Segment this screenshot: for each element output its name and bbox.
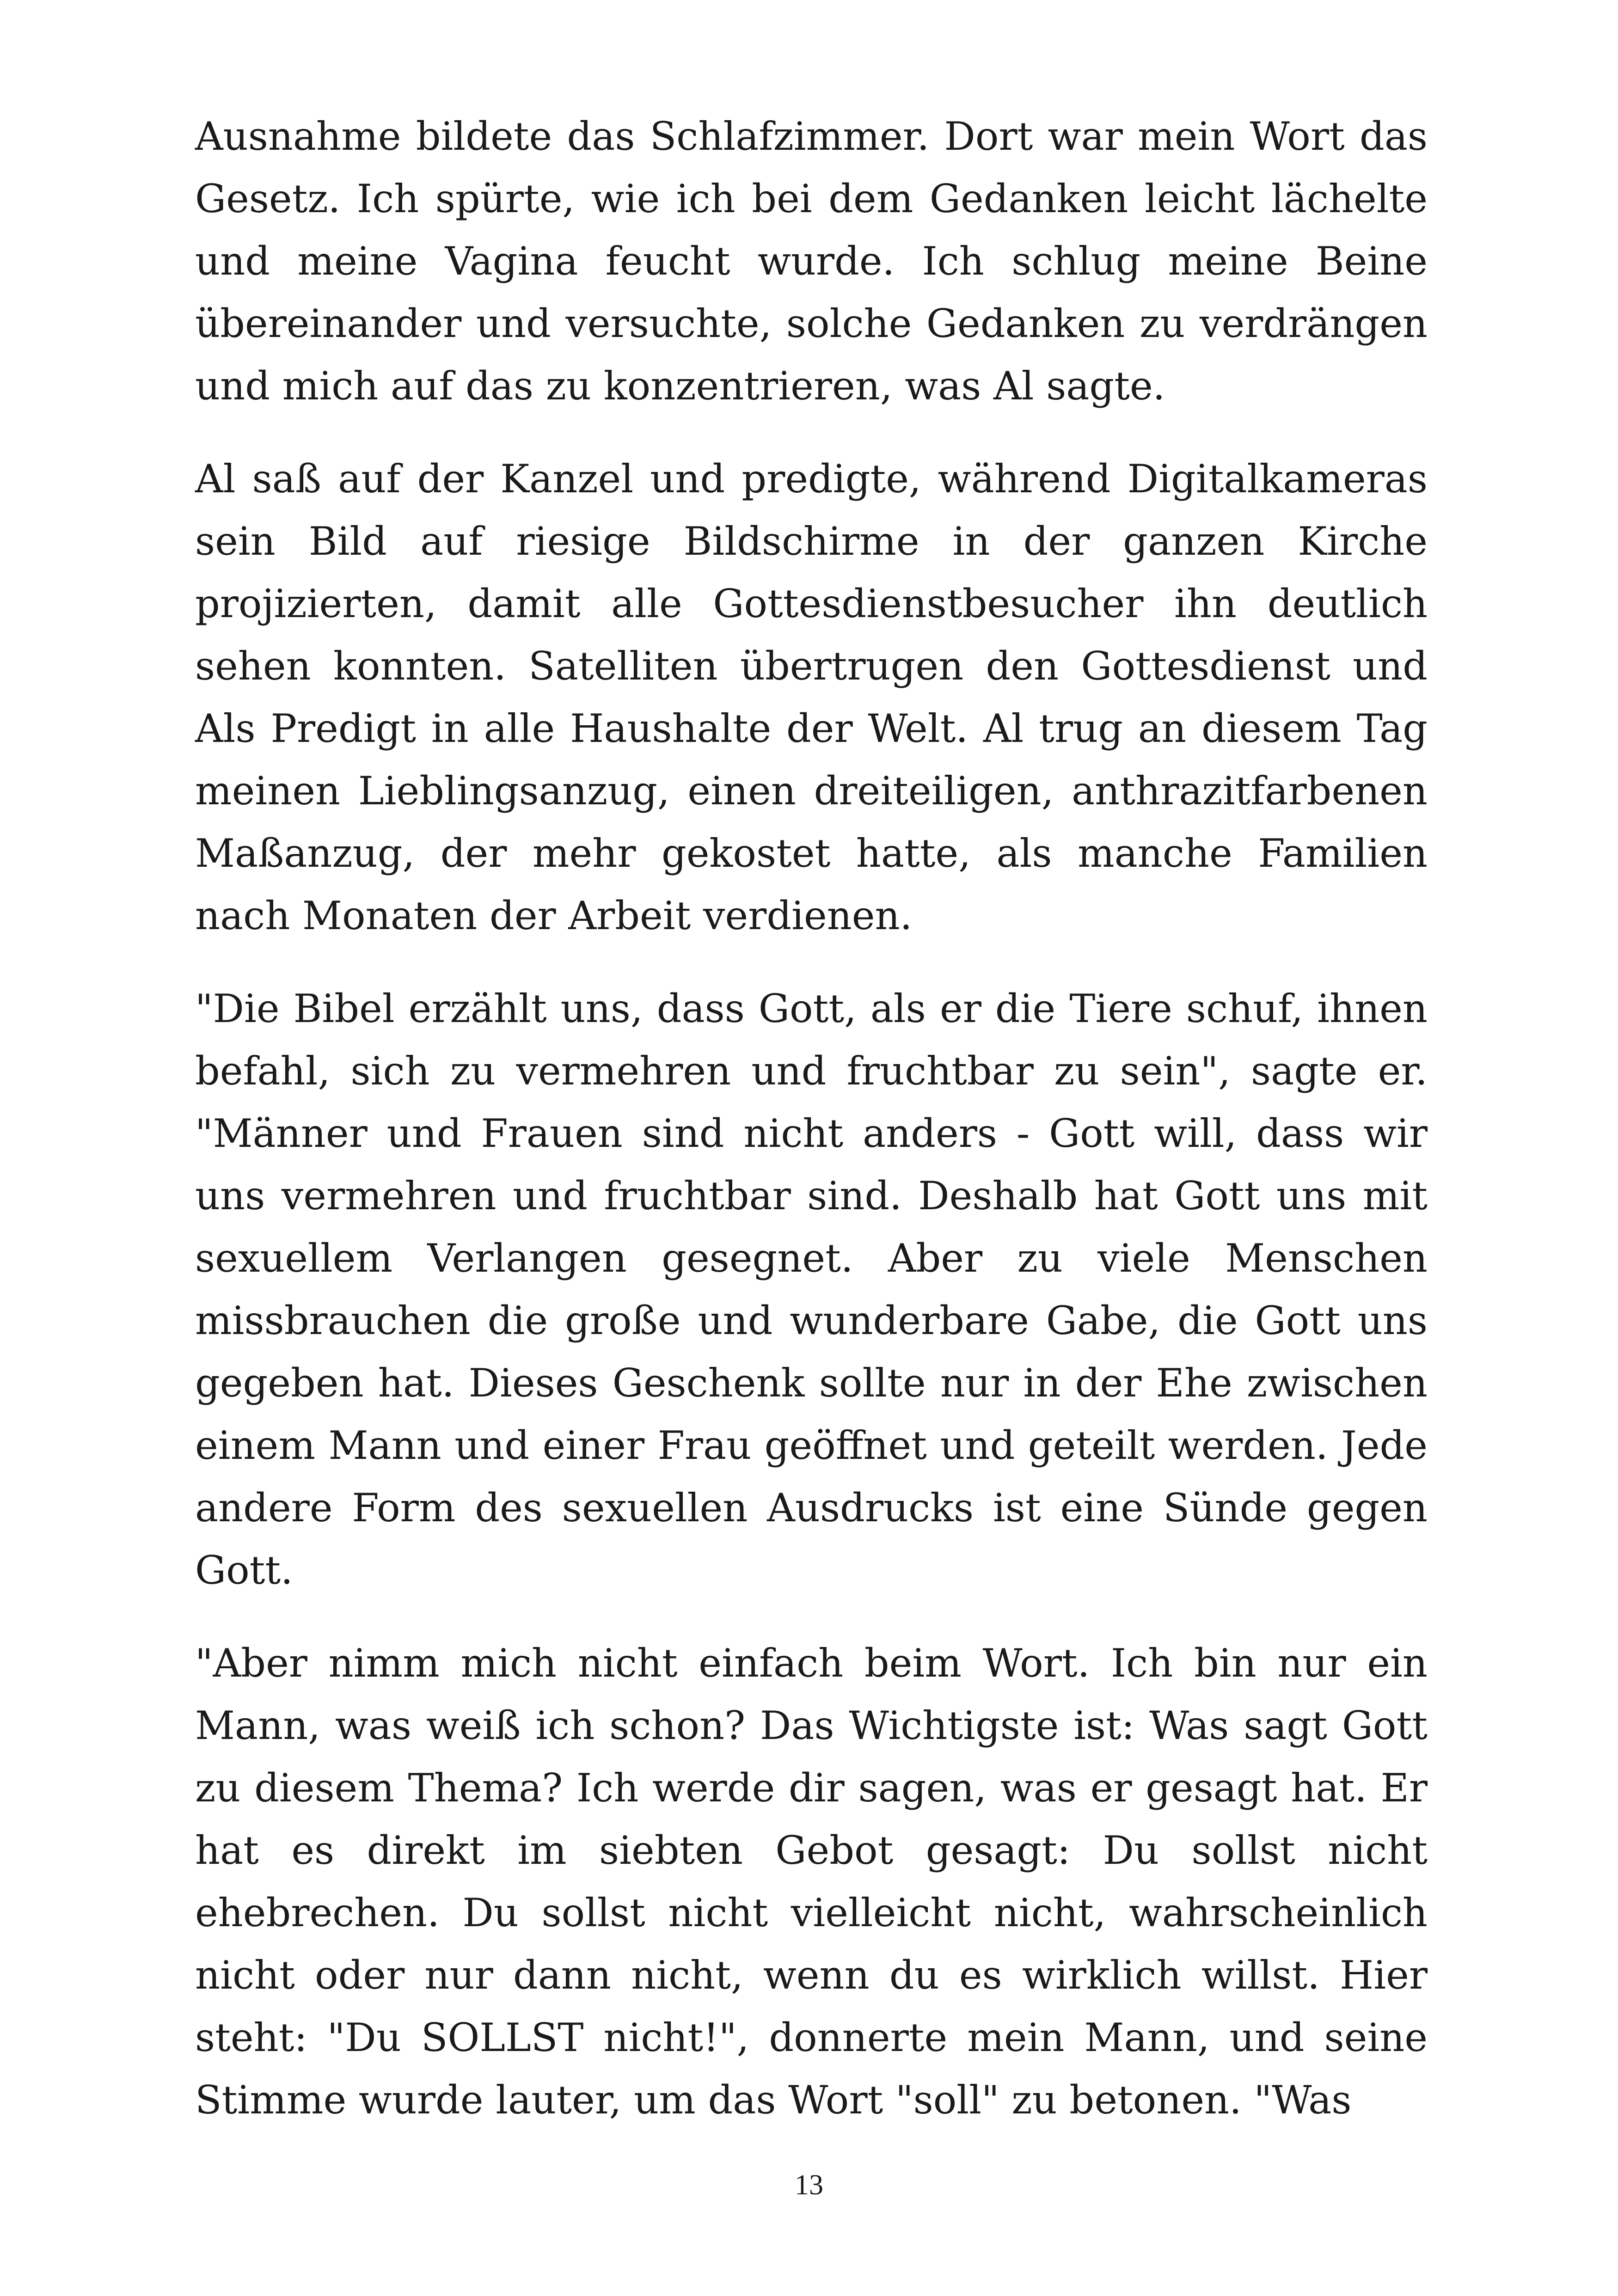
paragraph-4: "Aber nimm mich nicht einfach beim Wort. Ich bin nur ein Mann, was weiß ich schon? Das Wichtigste ist: Was sagt Gott zu diesem Thema? Ich werde dir sagen, was er gesagt hat. Er hat es direkt im siebten Gebot gesagt: Du sollst nicht ehebrechen. Du sollst nicht vielleicht nicht, wahrscheinlich nicht oder nur dann nicht, wenn du es wirklich willst. Hier steht: "Du SOLLST nicht!", donnerte mein Mann, und seine Stimme wurde lauter, um das Wort "soll" zu betonen. "Was xyxy=(195,1641,1428,2123)
paragraph-1: Ausnahme bildete das Schlafzimmer. Dort war mein Wort das Gesetz. Ich spürte, wie ich bei dem Gedanken leicht lächelte und meine Vagina feucht wurde. Ich schlug meine Beine übereinander und versuchte, solche Gedanken zu verdrängen und mich auf das zu konzentrieren, was Al sagte. xyxy=(195,114,1428,409)
paragraph-2: Al saß auf der Kanzel und predigte, während Digitalkameras sein Bild auf riesige Bildschirme in der ganzen Kirche projizierten, damit alle Gottesdienstbesucher ihn deutlich sehen konnten. Satelliten übertrugen den Gottesdienst und Als Predigt in alle Haushalte der Welt. Al trug an diesem Tag meinen Lieblingsanzug, einen dreiteiligen, anthrazitfarbenen Maßanzug, der mehr gekostet hatte, als manche Familien nach Monaten der Arbeit verdienen. xyxy=(195,456,1428,938)
page-number: 13 xyxy=(795,2169,823,2201)
paragraph-3: "Die Bibel erzählt uns, dass Gott, als er die Tiere schuf, ihnen befahl, sich zu vermehren und fruchtbar zu sein", sagte er. "Männer und Frauen sind nicht anders - Gott will, dass wir uns vermehren und fruchtbar sind. Deshalb hat Gott uns mit sexuellem Verlangen gesegnet. Aber zu viele Menschen missbrauchen die große und wunderbare Gabe, die Gott uns gegeben hat. Dieses Geschenk sollte nur in der Ehe zwischen einem Mann und einer Frau geöffnet und geteilt werden. Jede andere Form des sexuellen Ausdrucks ist eine Sünde gegen Gott. xyxy=(195,986,1428,1593)
body-text xyxy=(195,105,1428,2162)
